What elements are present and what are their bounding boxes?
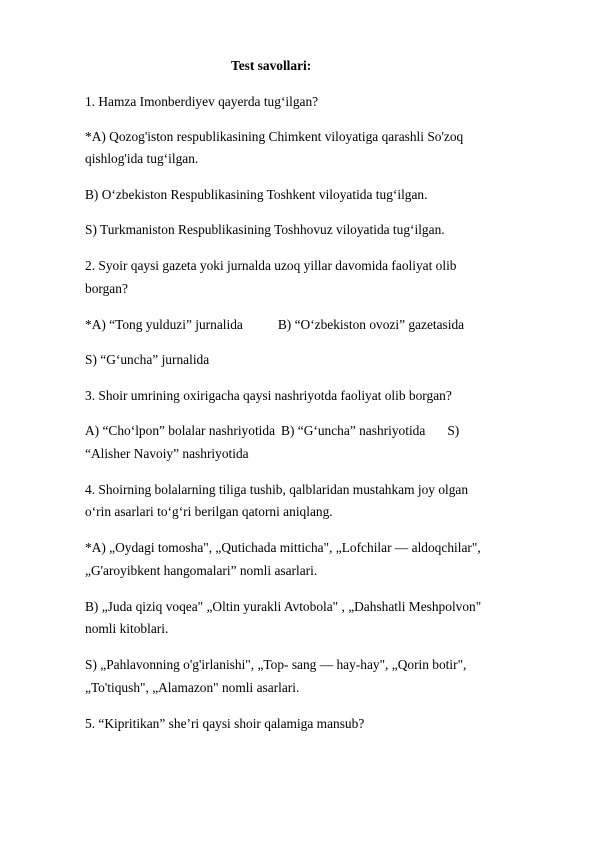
- question-4-option-s-line-2: „To'tiqush", „Alamazon" nomli asarlari.: [85, 680, 300, 695]
- question-2-line-1: 2. Syoir qaysi gazeta yoki jurnalda uzoq yillar davomida faoliyat olib: [85, 258, 457, 273]
- question-4-option-b-line-1: B) „Juda qiziq voqea" „Oltin yurakli Avtobola" , „Dahshatli Meshpolvon": [85, 599, 482, 614]
- question-2-option-s: S) “G‘uncha” jurnalida: [85, 352, 210, 367]
- question-1: 1. Hamza Imonberdiyev qayerda tug‘ilgan?: [85, 94, 319, 109]
- question-4-option-a-line-1: *A) „Oydagi tomosha", „Qutichada mitticha", „Lofchilar — aldoqchilar",: [85, 540, 481, 555]
- question-2-option-a: *A) “Tong yulduzi” jurnalida: [85, 317, 243, 332]
- question-3-options-row: [85, 423, 459, 439]
- question-2-option-b: B) “O‘zbekiston ovozi” gazetasida: [277, 317, 465, 332]
- question-3-option-b: B) “G‘uncha” nashriyotida: [281, 423, 426, 438]
- question-1-option-b: B) O‘zbekiston Respublikasining Toshkent viloyatida tug‘ilgan.: [85, 187, 428, 202]
- question-1-option-s: S) Turkmaniston Respublikasining Toshhovuz viloyatida tug‘ilgan.: [85, 222, 445, 237]
- question-4-option-b-line-2: nomli kitoblari.: [85, 621, 169, 636]
- question-2-line-2: borgan?: [85, 281, 128, 296]
- question-3-option-a: A) “Cho‘lpon” bolalar nashriyotida: [85, 423, 276, 438]
- question-4-line-1: 4. Shoirning bolalarning tiliga tushib, qalblaridan mustahkam joy olgan: [85, 482, 469, 497]
- question-1-option-a-line-1: *A) Qozog'iston respublikasining Chimkent viloyatiga qarashli So'zoq: [85, 129, 464, 144]
- question-5: 5. “Kipritikan” she’ri qaysi shoir qalamiga mansub?: [85, 716, 365, 731]
- question-4-option-a-line-2: „G'aroyibkent hangomalari” nomli asarlari.: [85, 563, 318, 578]
- page-title: Test savollari:: [231, 58, 312, 73]
- question-3: 3. Shoir umrining oxirigacha qaysi nashriyotda faoliyat olib borgan?: [85, 388, 452, 403]
- question-3-option-s-line-2: “Alisher Navoiy” nashriyotida: [85, 446, 249, 461]
- question-4-option-s-line-1: S) „Pahlavonning o'g'irlanishi", „Top- sang — hay-hay", „Qorin botir",: [85, 657, 467, 672]
- question-4-line-2: o‘rin asarlari to‘g‘ri berilgan qatorni aniqlang.: [85, 504, 333, 519]
- question-3-option-s-label: S): [447, 423, 460, 438]
- question-2-options-row: [85, 317, 464, 333]
- question-1-option-a-line-2: qishlog'ida tug‘ilgan.: [85, 151, 199, 166]
